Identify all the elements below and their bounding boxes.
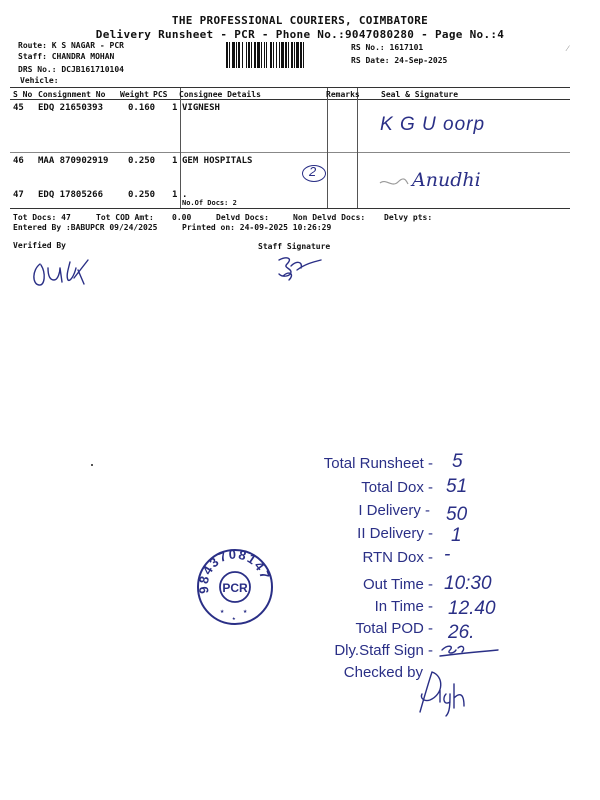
row-consignment: EDQ 17805266 [38,190,104,200]
company-title: THE PROFESSIONAL COURIERS, COIMBATORE [171,14,429,27]
recipient-signature: Anudhi [412,169,481,191]
col-header-remarks: Remarks [326,90,360,99]
row-weight: 0.250 [128,190,156,200]
barcode-bar [236,42,237,68]
summary-value: 5 [452,451,463,472]
barcode-bar [291,42,293,68]
stray-mark: ⁄ [567,44,569,53]
summary-value: 1 [451,525,462,546]
summary-value: 12.40 [448,598,496,619]
header-bottom-border [10,99,570,100]
summary-label: Dly.Staff Sign - [334,642,433,659]
barcode-bar [270,42,272,68]
pcr-rubber-stamp [195,547,275,627]
barcode-bar [264,42,265,68]
row-sno: 45 [13,103,24,113]
verified-by-label: Verified By [13,241,66,250]
total-docs: Tot Docs: 47 [13,213,71,222]
barcode-bar [281,42,284,68]
row-pcs: 1 [172,156,178,166]
printed-on: Printed on: 24-09-2025 10:26:29 [182,223,332,232]
row-weight: 0.160 [128,103,156,113]
barcode-bar [254,42,256,68]
recipient-signature: K G U oorp [380,114,486,135]
row-pcs: 1 [172,190,178,200]
row-consignee: VIGNESH [182,103,220,113]
faded-seal [378,176,410,190]
total-cod-label: Tot COD Amt: [96,213,154,222]
delivery-staff-signature [436,638,502,662]
stamp-star-icon: ★ [243,607,248,615]
table-top-border [10,87,570,88]
barcode-bar [242,42,243,68]
barcode-bar [246,42,247,68]
col-header-sno: S No [13,90,33,99]
summary-label: Total Runsheet - [323,455,433,472]
barcode-bar [296,42,299,68]
summary-value: 50 [446,504,468,525]
barcode-bar [232,42,235,68]
barcode-bar [285,42,287,68]
col-header-consignee: Consignee Details [179,90,261,99]
runsheet-subtitle: Delivery Runsheet - PCR - Phone No.:9047080280 - Page No.:4 [95,28,505,41]
col-divider [327,88,328,208]
stamp-star-icon: ★ [232,615,236,622]
verifier-signature [30,256,94,292]
col-header-seal: Seal & Signature [381,90,459,99]
stray-dot [91,464,93,466]
rs-number: RS No.: 1617101 [351,43,424,52]
col-divider [357,88,358,208]
summary-label: II Delivery - [357,525,433,542]
col-header-consignment: Consignment No [38,90,106,99]
barcode-bar [266,42,267,68]
summary-label: Checked by [343,664,423,681]
staff-text: Staff: CHANDRA MOHAN [18,52,115,61]
summary-label: I Delivery - [358,502,430,519]
staff-signature [273,252,325,282]
col-divider [180,88,181,208]
row-sno: 47 [13,190,24,200]
total-cod-value: 0.00 [172,213,192,222]
checker-signature [414,668,474,720]
row-consignment: MAA 870902919 [38,156,109,166]
row-pcs: 1 [172,103,178,113]
row-consignment: EDQ 21650393 [38,103,104,113]
staff-signature-label: Staff Signature [258,242,331,251]
barcode-bar [238,42,240,68]
row-weight: 0.250 [128,156,156,166]
row-consignee: . [182,190,188,200]
barcode-bar [251,42,252,68]
row-note: No.Of Docs: 2 [182,199,237,207]
row-divider [10,152,570,153]
barcode-bar [276,42,277,68]
barcode-bar [288,42,289,68]
summary-label: In Time - [374,598,433,615]
stamp-center-label: PCR [222,581,248,595]
barcode [226,42,348,68]
row-consignee: GEM HOSPITALS [182,156,253,166]
vehicle-text: Vehicle: [20,76,59,85]
delivery-points: Delvy pts: [384,213,433,222]
summary-label: RTN Dox - [362,549,433,566]
table-bottom-border [10,208,570,209]
stamp-number: 9843708147 [195,547,274,595]
barcode-bar [248,42,250,68]
barcode-bar [229,42,230,68]
summary-label: Total Dox - [361,479,433,496]
barcode-bar [279,42,280,68]
barcode-bar [261,42,262,68]
col-header-weight: Weight [120,90,149,99]
barcode-bar [294,42,295,68]
summary-label: Total POD - [355,620,433,637]
route-text: Route: K S NAGAR - PCR [18,41,124,50]
barcode-bar [273,42,274,68]
rs-date: RS Date: 24-Sep-2025 [351,56,448,65]
summary-value: - [444,544,451,565]
barcode-bar [226,42,228,68]
summary-label: Out Time - [362,576,433,593]
delivered-docs: Delvd Docs: [216,213,269,222]
summary-value: 26. [448,622,475,643]
barcode-bar [257,42,260,68]
summary-value: 10:30 [444,573,492,594]
col-header-pcs: PCS [153,90,168,99]
stamp-star-icon: ★ [220,607,225,615]
drs-number: DRS No.: DCJB161710104 [18,65,124,74]
entered-by: Entered By :BABUPCR 09/24/2025 [13,223,158,232]
summary-value: 51 [446,476,468,497]
circled-number-text: 2 [309,164,317,179]
row-sno: 46 [13,156,24,166]
non-delivered-docs: Non Delvd Docs: [293,213,366,222]
barcode-bar [303,42,304,68]
barcode-bar [300,42,302,68]
